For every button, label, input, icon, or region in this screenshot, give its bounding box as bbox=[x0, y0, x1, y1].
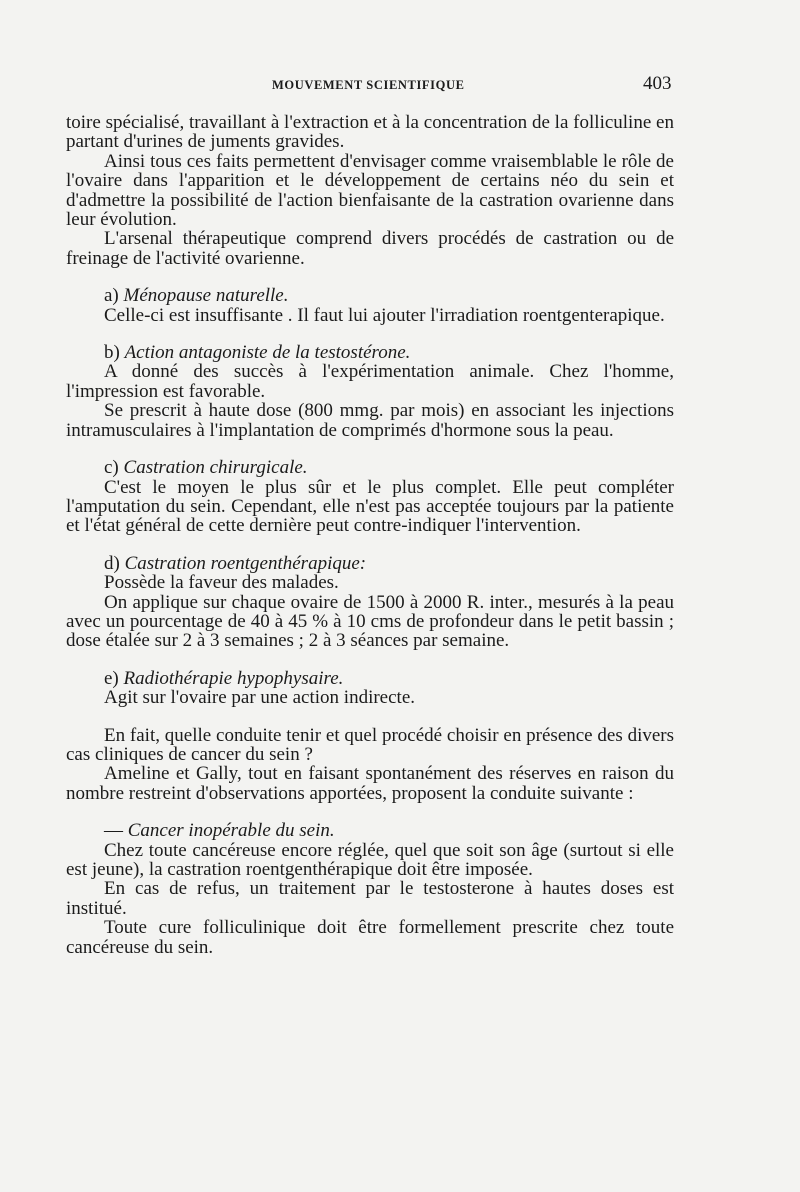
section-heading-a bbox=[66, 286, 674, 305]
paragraph: Celle-ci est insuffisante . Il faut lui ajouter l'irradiation roentgenterapique. bbox=[104, 304, 665, 326]
paragraph: En fait, quelle conduite tenir et quel procédé choisir en présence des divers cas cliniques de cancer du sein ? bbox=[66, 724, 674, 765]
paragraph: Chez toute cancéreuse encore réglée, quel que soit son âge (surtout si elle est jeune), la castration roentgenthérapique doit être imposée. bbox=[66, 839, 674, 880]
section-title: Radiothérapie hypophysaire. bbox=[123, 667, 344, 689]
paragraph: Ameline et Gally, tout en faisant spontanément des réserves en raison du nombre restreint d'observations apportées, proposent la conduite suivante : bbox=[66, 763, 674, 804]
section-label: e) bbox=[104, 667, 119, 689]
paragraph: Possède la faveur des malades. bbox=[104, 572, 339, 594]
section-title: Castration roentgenthérapique: bbox=[124, 552, 367, 574]
paragraph: Toute cure folliculinique doit être formellement prescrite chez toute cancéreuse du sein. bbox=[66, 917, 674, 958]
paragraph: C'est le moyen le plus sûr et le plus complet. Elle peut compléter l'amputation du sein. Cependant, elle n'est pas acceptée toujours par la patiente et l'état général de cette dernière peut contre-indiquer l'intervention. bbox=[66, 476, 674, 537]
section-dash: — bbox=[104, 820, 123, 842]
paragraph: Se prescrit à haute dose (800 mmg. par mois) en associant les injections intramusculaires à l'implantation de comprimés d'hormone sous la peau. bbox=[66, 400, 674, 441]
section-heading-c bbox=[66, 458, 674, 477]
page-header bbox=[0, 73, 800, 100]
section-label: d) bbox=[104, 552, 120, 574]
running-title: MOUVEMENT SCIENTIFIQUE bbox=[272, 78, 465, 92]
body-text bbox=[66, 113, 674, 957]
section-title: Cancer inopérable du sein. bbox=[127, 820, 335, 842]
section-label: a) bbox=[104, 285, 119, 307]
section-heading-b bbox=[66, 343, 674, 362]
section-heading-e bbox=[66, 669, 674, 688]
section-heading-f bbox=[66, 821, 674, 840]
section-title: Castration chirurgicale. bbox=[123, 457, 308, 479]
paragraph: L'arsenal thérapeutique comprend divers procédés de castration ou de freinage de l'activité ovarienne. bbox=[66, 228, 674, 269]
page-number: 403 bbox=[643, 73, 672, 94]
section-label: b) bbox=[104, 342, 120, 364]
section-title: Ménopause naturelle. bbox=[123, 285, 289, 307]
paragraph: On applique sur chaque ovaire de 1500 à 2000 R. inter., mesurés à la peau avec un pourcentage de 40 à 45 % à 10 cms de profondeur dans le petit bassin ; dose étalée sur 2 à 3 semaines ; 2 à 3 séances par semaine. bbox=[66, 591, 674, 652]
paragraph: Agit sur l'ovaire par une action indirecte. bbox=[104, 687, 416, 709]
section-label: c) bbox=[104, 457, 119, 479]
section-title: Action antagoniste de la testostérone. bbox=[124, 342, 411, 364]
paragraph: Ainsi tous ces faits permettent d'envisager comme vraisemblable le rôle de l'ovaire dans l'apparition et le développement de certains néo du sein et d'admettre la possibilité de l'action bienfaisante de la castration ovarienne dans leur évolution. bbox=[66, 150, 674, 231]
paragraph: A donné des succès à l'expérimentation animale. Chez l'homme, l'impression est favorable. bbox=[66, 361, 674, 402]
section-heading-d bbox=[66, 554, 674, 573]
paragraph: toire spécialisé, travaillant à l'extraction et à la concentration de la folliculine en partant d'urines de juments gravides. bbox=[66, 112, 674, 153]
paragraph: En cas de refus, un traitement par le testosterone à hautes doses est institué. bbox=[66, 878, 674, 919]
